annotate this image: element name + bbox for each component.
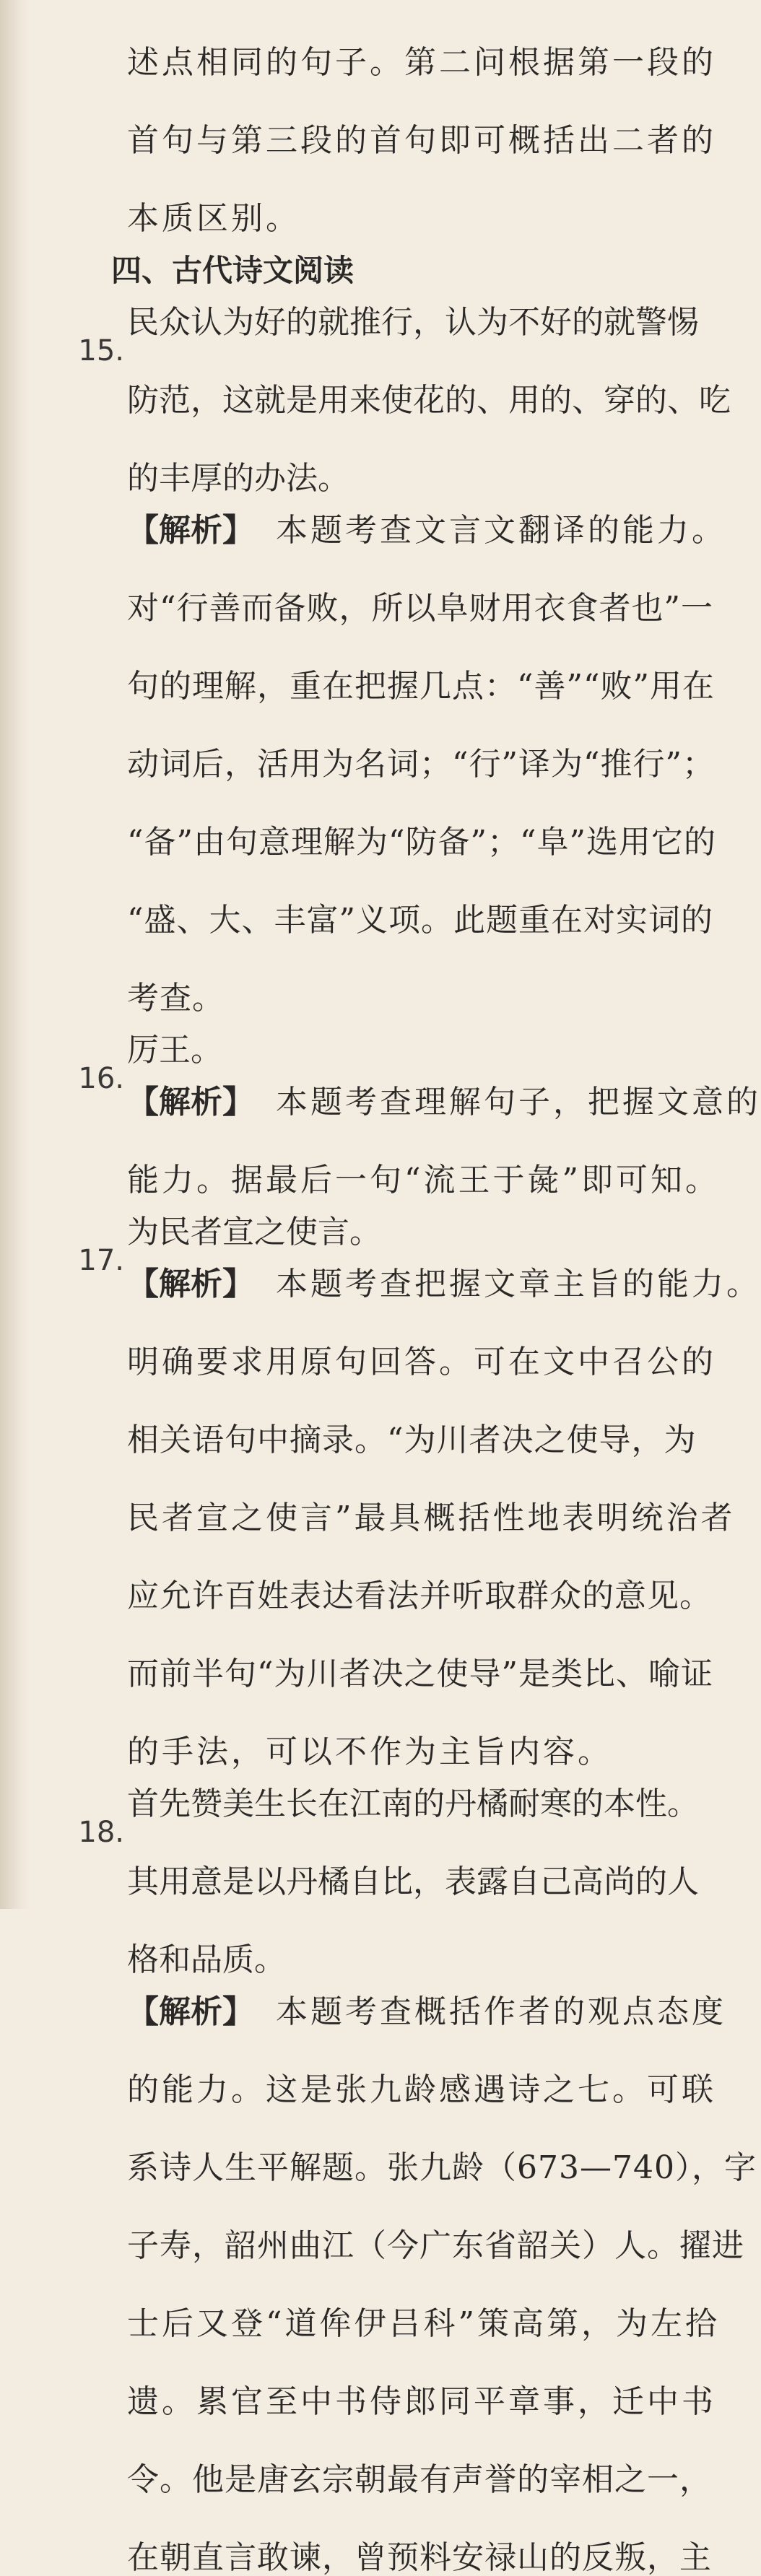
question-15 bbox=[78, 304, 731, 1017]
answer-line: 格和品质。 bbox=[127, 1941, 286, 1978]
analysis-label: 【解析】 bbox=[127, 1993, 254, 2030]
analysis-label: 【解析】 bbox=[127, 1084, 254, 1121]
analysis-line: 士后又登“道侔伊吕科”策高第，为左拾 bbox=[127, 2305, 720, 2342]
analysis-line: 应允许百姓表达看法并听取群众的意见。 bbox=[127, 1578, 712, 1614]
answer-line: 其用意是以丹橘自比，表露自己高尚的人 bbox=[127, 1863, 699, 1900]
analysis-line: 的手法，可以不作为主旨内容。 bbox=[127, 1733, 612, 1770]
analysis-line: 令。他是唐玄宗朝最有声誉的宰相之一， bbox=[127, 2461, 712, 2498]
analysis-line: 遗。累官至中书侍郎同平章事，迁中书 bbox=[127, 2383, 716, 2420]
question-18 bbox=[78, 1785, 757, 2576]
answer-line: 为民者宣之使言。 bbox=[127, 1214, 381, 1250]
question-17 bbox=[78, 1214, 761, 1770]
analysis-line: 考查。 bbox=[127, 980, 225, 1017]
question-number: 16. bbox=[78, 1062, 124, 1095]
analysis-line: 系诗人生平解题。张九龄（673—740），字 bbox=[127, 2149, 757, 2186]
analysis-line: 本题考查概括作者的观点态度 bbox=[276, 1993, 726, 2030]
question-number: 18. bbox=[78, 1816, 124, 1849]
text-line: 首句与第三段的首句即可概括出二者的 bbox=[127, 122, 716, 159]
analysis-line: “盛、大、丰富”义项。此题重在对实词的 bbox=[127, 902, 713, 939]
analysis-line: 相关语句中摘录。“为川者决之使导，为 bbox=[127, 1422, 697, 1458]
text-line: 述点相同的句子。第二问根据第一段的 bbox=[127, 44, 716, 81]
answer-line: 民众认为好的就推行，认为不好的就警惕 bbox=[127, 304, 699, 341]
analysis-line: 动词后，活用为名词；“行”译为“推行”； bbox=[127, 746, 715, 783]
analysis-line: 在朝直言敢谏，曾预料安禄山的反叛，主 bbox=[127, 2539, 712, 2576]
analysis-line: 本题考查文言文翻译的能力。 bbox=[276, 512, 726, 549]
analysis-line: 的能力。这是张九龄感遇诗之七。可联 bbox=[127, 2071, 716, 2108]
question-16 bbox=[78, 1032, 761, 1198]
analysis-line: 本题考查把握文章主旨的能力。 bbox=[276, 1266, 761, 1302]
section-heading: 四、古代诗文阅读 bbox=[111, 253, 355, 288]
text-line: 本质区别。 bbox=[127, 200, 300, 237]
analysis-line: 明确要求用原句回答。可在文中召公的 bbox=[127, 1344, 716, 1380]
question-number: 17. bbox=[78, 1244, 124, 1277]
answer-line: 首先赞美生长在江南的丹橘耐寒的本性。 bbox=[127, 1785, 699, 1822]
analysis-label: 【解析】 bbox=[127, 512, 254, 549]
answer-line: 厉王。 bbox=[127, 1032, 222, 1069]
answer-line: 的丰厚的办法。 bbox=[127, 460, 349, 497]
analysis-label: 【解析】 bbox=[127, 1266, 254, 1302]
top-continuation bbox=[127, 44, 716, 237]
answer-line: 防范，这就是用来使花的、用的、穿的、吃 bbox=[127, 382, 731, 419]
analysis-line: “备”由句意理解为“防备”；“阜”选用它的 bbox=[127, 824, 716, 861]
question-number: 15. bbox=[78, 334, 124, 367]
page-spine-shadow bbox=[0, 0, 30, 1909]
analysis-line: 民者宣之使言”最具概括性地表明统治者 bbox=[127, 1500, 736, 1536]
analysis-line: 能力。据最后一句“流王于彘”即可知。 bbox=[127, 1162, 720, 1198]
analysis-line: 句的理解，重在把握几点：“善”“败”用在 bbox=[127, 668, 715, 705]
analysis-line: 本题考查理解句子，把握文意的 bbox=[276, 1084, 761, 1121]
analysis-line: 对“行善而备败，所以阜财用衣食者也”一 bbox=[127, 590, 713, 627]
analysis-line: 而前半句“为川者决之使导”是类比、喻证 bbox=[127, 1655, 713, 1692]
analysis-line: 子寿，韶州曲江（今广东省韶关）人。擢进 bbox=[127, 2227, 744, 2264]
